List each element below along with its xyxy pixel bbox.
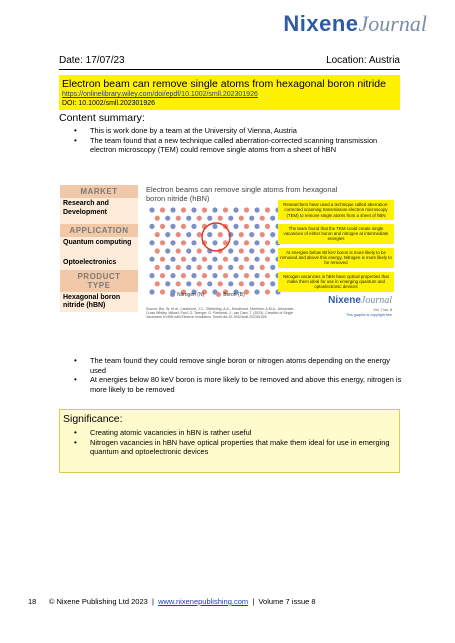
nitrogen-atom <box>165 281 170 286</box>
boron-atom <box>244 224 249 229</box>
boron-atom <box>176 281 181 286</box>
boron-atom <box>176 248 181 253</box>
nitrogen-atom <box>228 281 233 286</box>
nitrogen-atom <box>233 207 238 212</box>
boron-atom <box>197 265 202 270</box>
boron-atom <box>223 207 228 212</box>
figure-note: The team found that the TEM could create single vacancies of either boron and nitrogen at intermediate energies <box>278 224 394 244</box>
significance-list <box>62 428 400 457</box>
footer-separator: | <box>252 597 255 606</box>
nitrogen-atom <box>170 257 175 262</box>
boron-atom <box>265 207 270 212</box>
nitrogen-atom <box>249 248 254 253</box>
boron-atom <box>176 232 181 237</box>
figure-logo-sub: Vol. 7 Iss. 8 <box>373 308 392 312</box>
boron-atom <box>155 248 160 253</box>
boron-atom <box>155 216 160 221</box>
boron-atom <box>155 281 160 286</box>
footer-volume: Volume 7 issue 8 <box>258 597 316 606</box>
boron-atom <box>160 273 165 278</box>
nitrogen-atom <box>233 240 238 245</box>
boron-atom <box>202 207 207 212</box>
boron-atom <box>181 207 186 212</box>
article-title-box <box>59 75 400 110</box>
market-value: Research and Development <box>60 198 138 224</box>
nitrogen-atom <box>270 232 275 237</box>
boron-atom <box>181 240 186 245</box>
nitrogen-atom <box>233 273 238 278</box>
nitrogen-atom <box>228 248 233 253</box>
nitrogen-atom <box>207 216 212 221</box>
footer-separator: | <box>151 597 154 606</box>
boron-atom <box>260 232 265 237</box>
article-location: Location: Austria <box>326 55 400 66</box>
nitrogen-atom <box>186 248 191 253</box>
boron-atom <box>160 207 165 212</box>
nitrogen-atom <box>233 257 238 262</box>
nitrogen-atom <box>149 273 154 278</box>
boron-atom <box>176 216 181 221</box>
nitrogen-atom <box>228 265 233 270</box>
nitrogen-atom <box>191 257 196 262</box>
legend-nitrogen: Nitrogen (N) <box>170 292 204 298</box>
footer-publisher: © Nixene Publishing Ltd 2023 <box>48 597 148 606</box>
nitrogen-atom <box>186 216 191 221</box>
boron-atom <box>197 248 202 253</box>
list-item: • The team found that a new technique called aberration-corrected scanning transmission electron microscopy (TEM) could remove single atoms from a sheet of hBN <box>62 136 402 155</box>
significance-box <box>59 409 400 473</box>
boron-atom <box>181 224 186 229</box>
figure-note: Researchers have used a technique called aberration-corrected scanning transmission electron microscopy (TEM) to remove single atoms from a sheet of hBN <box>278 200 394 220</box>
page-footer <box>28 597 428 606</box>
nitrogen-atom <box>249 216 254 221</box>
nitrogen-atom <box>212 224 217 229</box>
nitrogen-atom <box>149 257 154 262</box>
boron-atom <box>239 216 244 221</box>
nitrogen-atom <box>186 232 191 237</box>
boron-atom <box>239 232 244 237</box>
nitrogen-atom <box>191 207 196 212</box>
boron-atom <box>218 281 223 286</box>
figure-notes <box>278 200 394 296</box>
summary-heading: Content summary: <box>59 112 145 124</box>
boron-atom <box>265 224 270 229</box>
nitrogen-atom <box>207 232 212 237</box>
nitrogen-atom <box>254 273 259 278</box>
nitrogen-atom <box>254 289 259 294</box>
nitrogen-atom <box>212 207 217 212</box>
boron-atom <box>218 216 223 221</box>
boron-atom <box>265 273 270 278</box>
nitrogen-atom <box>191 224 196 229</box>
nitrogen-atom <box>254 224 259 229</box>
nitrogen-atom <box>270 265 275 270</box>
article-title: Electron beam can remove single atoms from hexagonal boron nitride <box>62 78 386 90</box>
application-value-1: Quantum computing <box>60 237 138 257</box>
figure-logo-journal: Journal <box>360 295 392 306</box>
article-link[interactable]: https://onlinelibrary.wiley.com/doi/epdf/10.1002/smll.202301926 <box>62 91 258 98</box>
nitrogen-atom <box>207 265 212 270</box>
list-item: • Nitrogen vacancies in hBN have optical properties that make them ideal for use in emerging quantum and optoelectronic devices <box>62 438 400 457</box>
boron-atom <box>160 289 165 294</box>
boron-atom <box>265 257 270 262</box>
boron-atom <box>265 289 270 294</box>
nitrogen-atom <box>254 240 259 245</box>
boron-atom <box>197 232 202 237</box>
boron-atom <box>223 257 228 262</box>
nitrogen-atom <box>191 273 196 278</box>
application-value-2: Optoelectronics <box>60 257 138 270</box>
nitrogen-atom <box>165 232 170 237</box>
boron-atom <box>176 265 181 270</box>
nitrogen-atom <box>212 257 217 262</box>
boron-atom <box>260 248 265 253</box>
page-number: 18 <box>28 597 37 606</box>
figure-logo-copyright: This graphic is copyright free <box>346 312 392 317</box>
nitrogen-atom <box>270 281 275 286</box>
nitrogen-atom <box>212 240 217 245</box>
nitrogen-atom <box>270 248 275 253</box>
logo-brand: Nixene <box>283 11 359 36</box>
nitrogen-atom <box>165 248 170 253</box>
boron-atom <box>202 257 207 262</box>
boron-atom <box>160 240 165 245</box>
nitrogen-atom <box>170 224 175 229</box>
journal-logo <box>283 13 427 35</box>
significance-heading: Significance: <box>63 413 123 425</box>
figure-logo <box>328 290 392 317</box>
boron-atom <box>260 216 265 221</box>
hbn-lattice-diagram <box>146 205 286 305</box>
boron-atom <box>265 240 270 245</box>
boron-atom <box>181 257 186 262</box>
boron-atom <box>239 281 244 286</box>
nitrogen-atom <box>170 273 175 278</box>
boron-atom <box>155 232 160 237</box>
article-doi: DOI: 10.1002/smll.202301926 <box>62 100 156 107</box>
boron-atom <box>239 265 244 270</box>
nitrogen-atom <box>254 207 259 212</box>
nitrogen-atom <box>149 289 154 294</box>
figure-note: At energies below 80 keV boron is more likely to be removed and above this energy, Nitrogen is more likely to be removed <box>278 248 394 268</box>
boron-atom <box>239 248 244 253</box>
nitrogen-atom <box>249 265 254 270</box>
boron-atom <box>202 273 207 278</box>
figure-title: Electron beams can remove single atoms from hexagonal boron nitride (hBN) <box>146 185 338 203</box>
logo-journal: Journal <box>358 11 427 36</box>
nitrogen-atom <box>186 281 191 286</box>
findings-list <box>62 356 402 394</box>
figure-logo-brand: Nixene <box>328 295 361 306</box>
boron-atom <box>218 232 223 237</box>
boron-atom <box>223 273 228 278</box>
nitrogen-atom <box>249 232 254 237</box>
application-label: APPLICATION <box>60 224 138 237</box>
product-label: PRODUCT TYPE <box>60 270 138 292</box>
figure-legend <box>170 292 245 298</box>
list-item: • At energies below 80 keV boron is more likely to be removed and above this energy, nitrogen is more likely to be removed <box>62 375 402 394</box>
boron-atom <box>218 265 223 270</box>
boron-atom <box>155 265 160 270</box>
boron-atom <box>244 240 249 245</box>
nitrogen-atom <box>186 265 191 270</box>
nitrogen-atom <box>165 216 170 221</box>
boron-atom <box>244 207 249 212</box>
legend-boron: Boron (B) <box>216 292 244 298</box>
nitrogen-atom <box>270 216 275 221</box>
boron-atom <box>197 281 202 286</box>
nitrogen-atom <box>149 207 154 212</box>
nitrogen-atom <box>212 273 217 278</box>
nitrogen-atom <box>170 207 175 212</box>
footer-url[interactable]: www.nixenepublishing.com <box>158 597 249 606</box>
nitrogen-atom <box>233 224 238 229</box>
market-label: MARKET <box>60 185 138 198</box>
boron-atom <box>244 273 249 278</box>
list-item: • This is work done by a team at the University of Vienna, Austria <box>62 126 402 136</box>
nitrogen-atom <box>149 224 154 229</box>
boron-atom <box>197 216 202 221</box>
nitrogen-atom <box>191 240 196 245</box>
nitrogen-atom <box>170 240 175 245</box>
list-item: • The team found they could remove single boron or nitrogen atoms depending on the energy used <box>62 356 402 375</box>
boron-atom <box>160 257 165 262</box>
article-date: Date: 17/07/23 <box>59 55 125 66</box>
infographic-figure <box>60 183 400 328</box>
nitrogen-atom <box>165 265 170 270</box>
boron-atom <box>260 265 265 270</box>
summary-list <box>62 126 402 155</box>
boron-atom <box>244 257 249 262</box>
article-meta <box>59 54 400 70</box>
list-item: • Creating atomic vacancies in hBN is rather useful <box>62 428 400 438</box>
nitrogen-atom <box>228 216 233 221</box>
nitrogen-atom <box>149 240 154 245</box>
nitrogen-atom <box>249 281 254 286</box>
boron-atom <box>160 224 165 229</box>
figure-source: Source: Bui, W. et al., Lankhorst, J.C., Stiebeling, A.A., Monkhorst, Mortimer, A.M.A., Alexander-Cross Whitby. Mikael, Paul, G. Tsenger, G. Fireheart, J., van Dam, T. (2023). Creation of Single Vacancies in hBN with Electron Irradiation. Small doi:10.1002/smll.202301926 <box>146 307 295 320</box>
product-value: Hexagonal boron nitride (hBN) <box>60 292 138 312</box>
nitrogen-atom <box>207 281 212 286</box>
boron-atom <box>181 273 186 278</box>
nitrogen-atom <box>254 257 259 262</box>
figure-sidebar <box>60 185 138 312</box>
boron-atom <box>260 281 265 286</box>
figure-note: Nitrogen vacancies in hBN have optical properties that make them ideal for use in emerging quantum and optoelectronic devices <box>278 272 394 292</box>
